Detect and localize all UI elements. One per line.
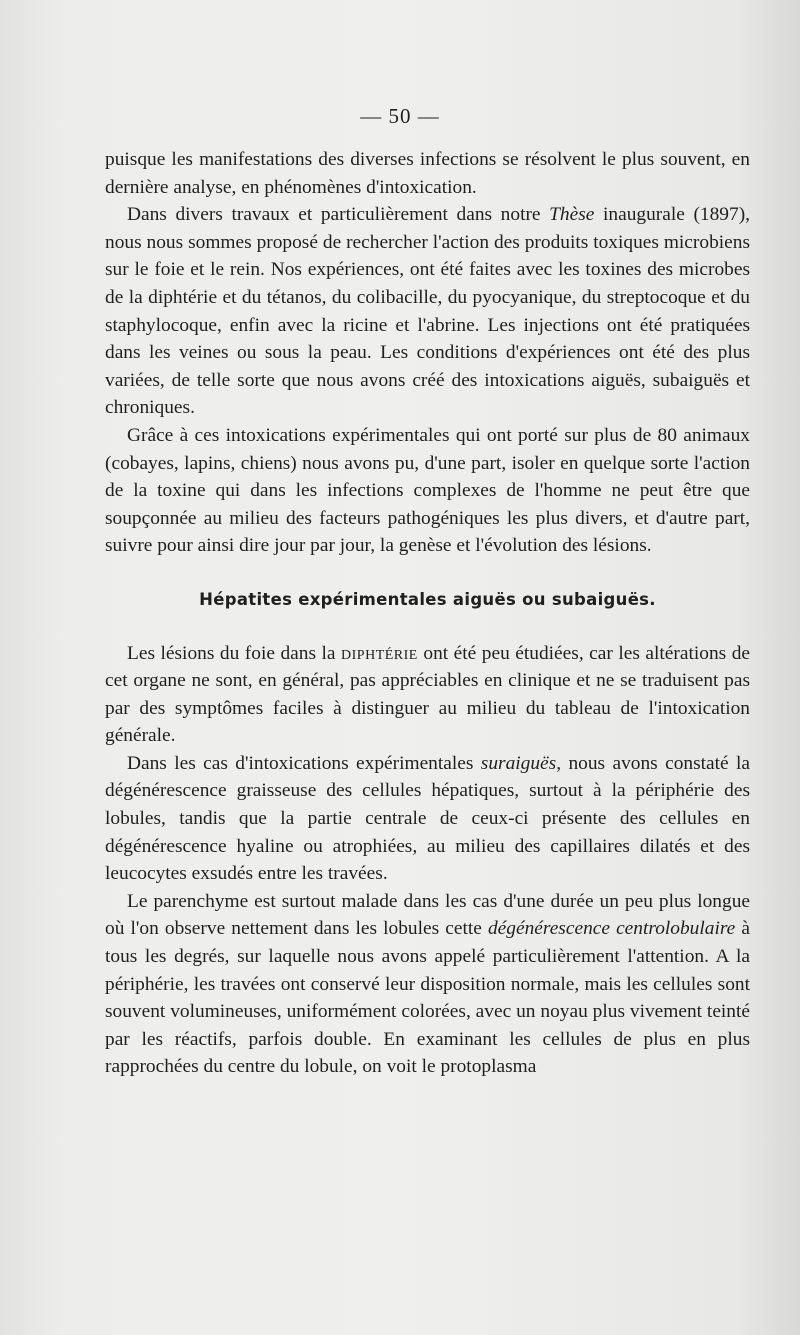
- italic-text: Thèse: [549, 204, 595, 226]
- text-run: Dans divers travaux et particulièrement dans notre: [127, 204, 550, 226]
- paragraph: [105, 201, 750, 422]
- page-number: — 50 —: [360, 104, 440, 128]
- text-run: inaugurale (1897), nous nous sommes proposé de rechercher l'action des produits toxiques microbiens sur le foie et le rein. Nos expériences, ont été faites avec les toxines des microbes de la diphtérie et du tétanos, du colibacille, du pyocyanique, du streptocoque et du staphylocoque, enfin avec la ricine et l'abrine. Les injections ont été pratiquées dans les veines ou sous la peau. Les conditions d'expériences ont été des plus variées, de telle sorte que nous avons créé des intoxications aiguës, subaiguës et chroniques.: [105, 204, 751, 419]
- section-heading: Hépatites expérimentales aiguës ou subaiguës.: [199, 589, 656, 609]
- text-run: Le parenchyme est surtout malade dans les cas d'une durée un peu plus longue où l'on observe nettement dans les lobules cette: [105, 890, 750, 940]
- paragraphs-bottom: [105, 640, 750, 1082]
- text-run: Grâce à ces intoxications expérimentales qui ont porté sur plus de 80 animaux (cobayes, lapins, chiens) nous avons pu, d'une part, isoler en quelque sorte l'action de la toxine qui dans les infections complexes de l'homme ne peut être que soupçonnée au milieu des facteurs pathogéniques les plus divers, et d'autre part, suivre pour ainsi dire jour par jour, la genèse et l'évolution des lésions.: [105, 424, 750, 557]
- text-run: Les lésions du foie dans la: [127, 642, 342, 664]
- paragraph: [105, 750, 750, 888]
- body-text: [105, 146, 750, 1081]
- paragraph: [105, 146, 750, 201]
- paragraph: [105, 640, 750, 750]
- smallcaps-text: diphtérie: [341, 642, 418, 664]
- paragraphs-top: [105, 146, 750, 560]
- italic-text: suraiguës: [480, 752, 557, 774]
- text-run: Dans les cas d'intoxications expérimentales: [127, 752, 481, 774]
- text-run: ont été peu étudiées, car les altérations de cet organe ne sont, en général, pas appréciables en clinique et ne se traduisent pas par des symptômes faciles à distinguer au milieu du tableau de l'intoxication générale.: [105, 642, 750, 747]
- paragraph: [105, 422, 750, 560]
- text-run: à tous les degrés, sur laquelle nous avons appelé particulièrement l'attention. A la périphérie, les travées ont conservé leur disposition normale, mais les cellules sont souvent volumineuses, uniformément colorées, avec un noyau plus vivement teinté par les réactifs, parfois double. En examinant les cellules de plus en plus rapprochées du centre du lobule, on voit le protoplasma: [105, 918, 750, 1078]
- text-run: puisque les manifestations des diverses infections se résolvent le plus souvent, en dernière analyse, en phénomènes d'intoxication.: [105, 149, 750, 198]
- text-run: , nous avons constaté la dégénérescence graisseuse des cellules hépatiques, surtout à la périphérie des lobules, tandis que la partie centrale de ceux-ci présente des cellules en dégénérescence hyaline ou atrophiées, au milieu des capillaires dilatés et des leucocytes exsudés entre les travées.: [105, 752, 750, 885]
- paragraph: [105, 888, 750, 1081]
- italic-text: dégénérescence centrolobulaire: [487, 918, 736, 940]
